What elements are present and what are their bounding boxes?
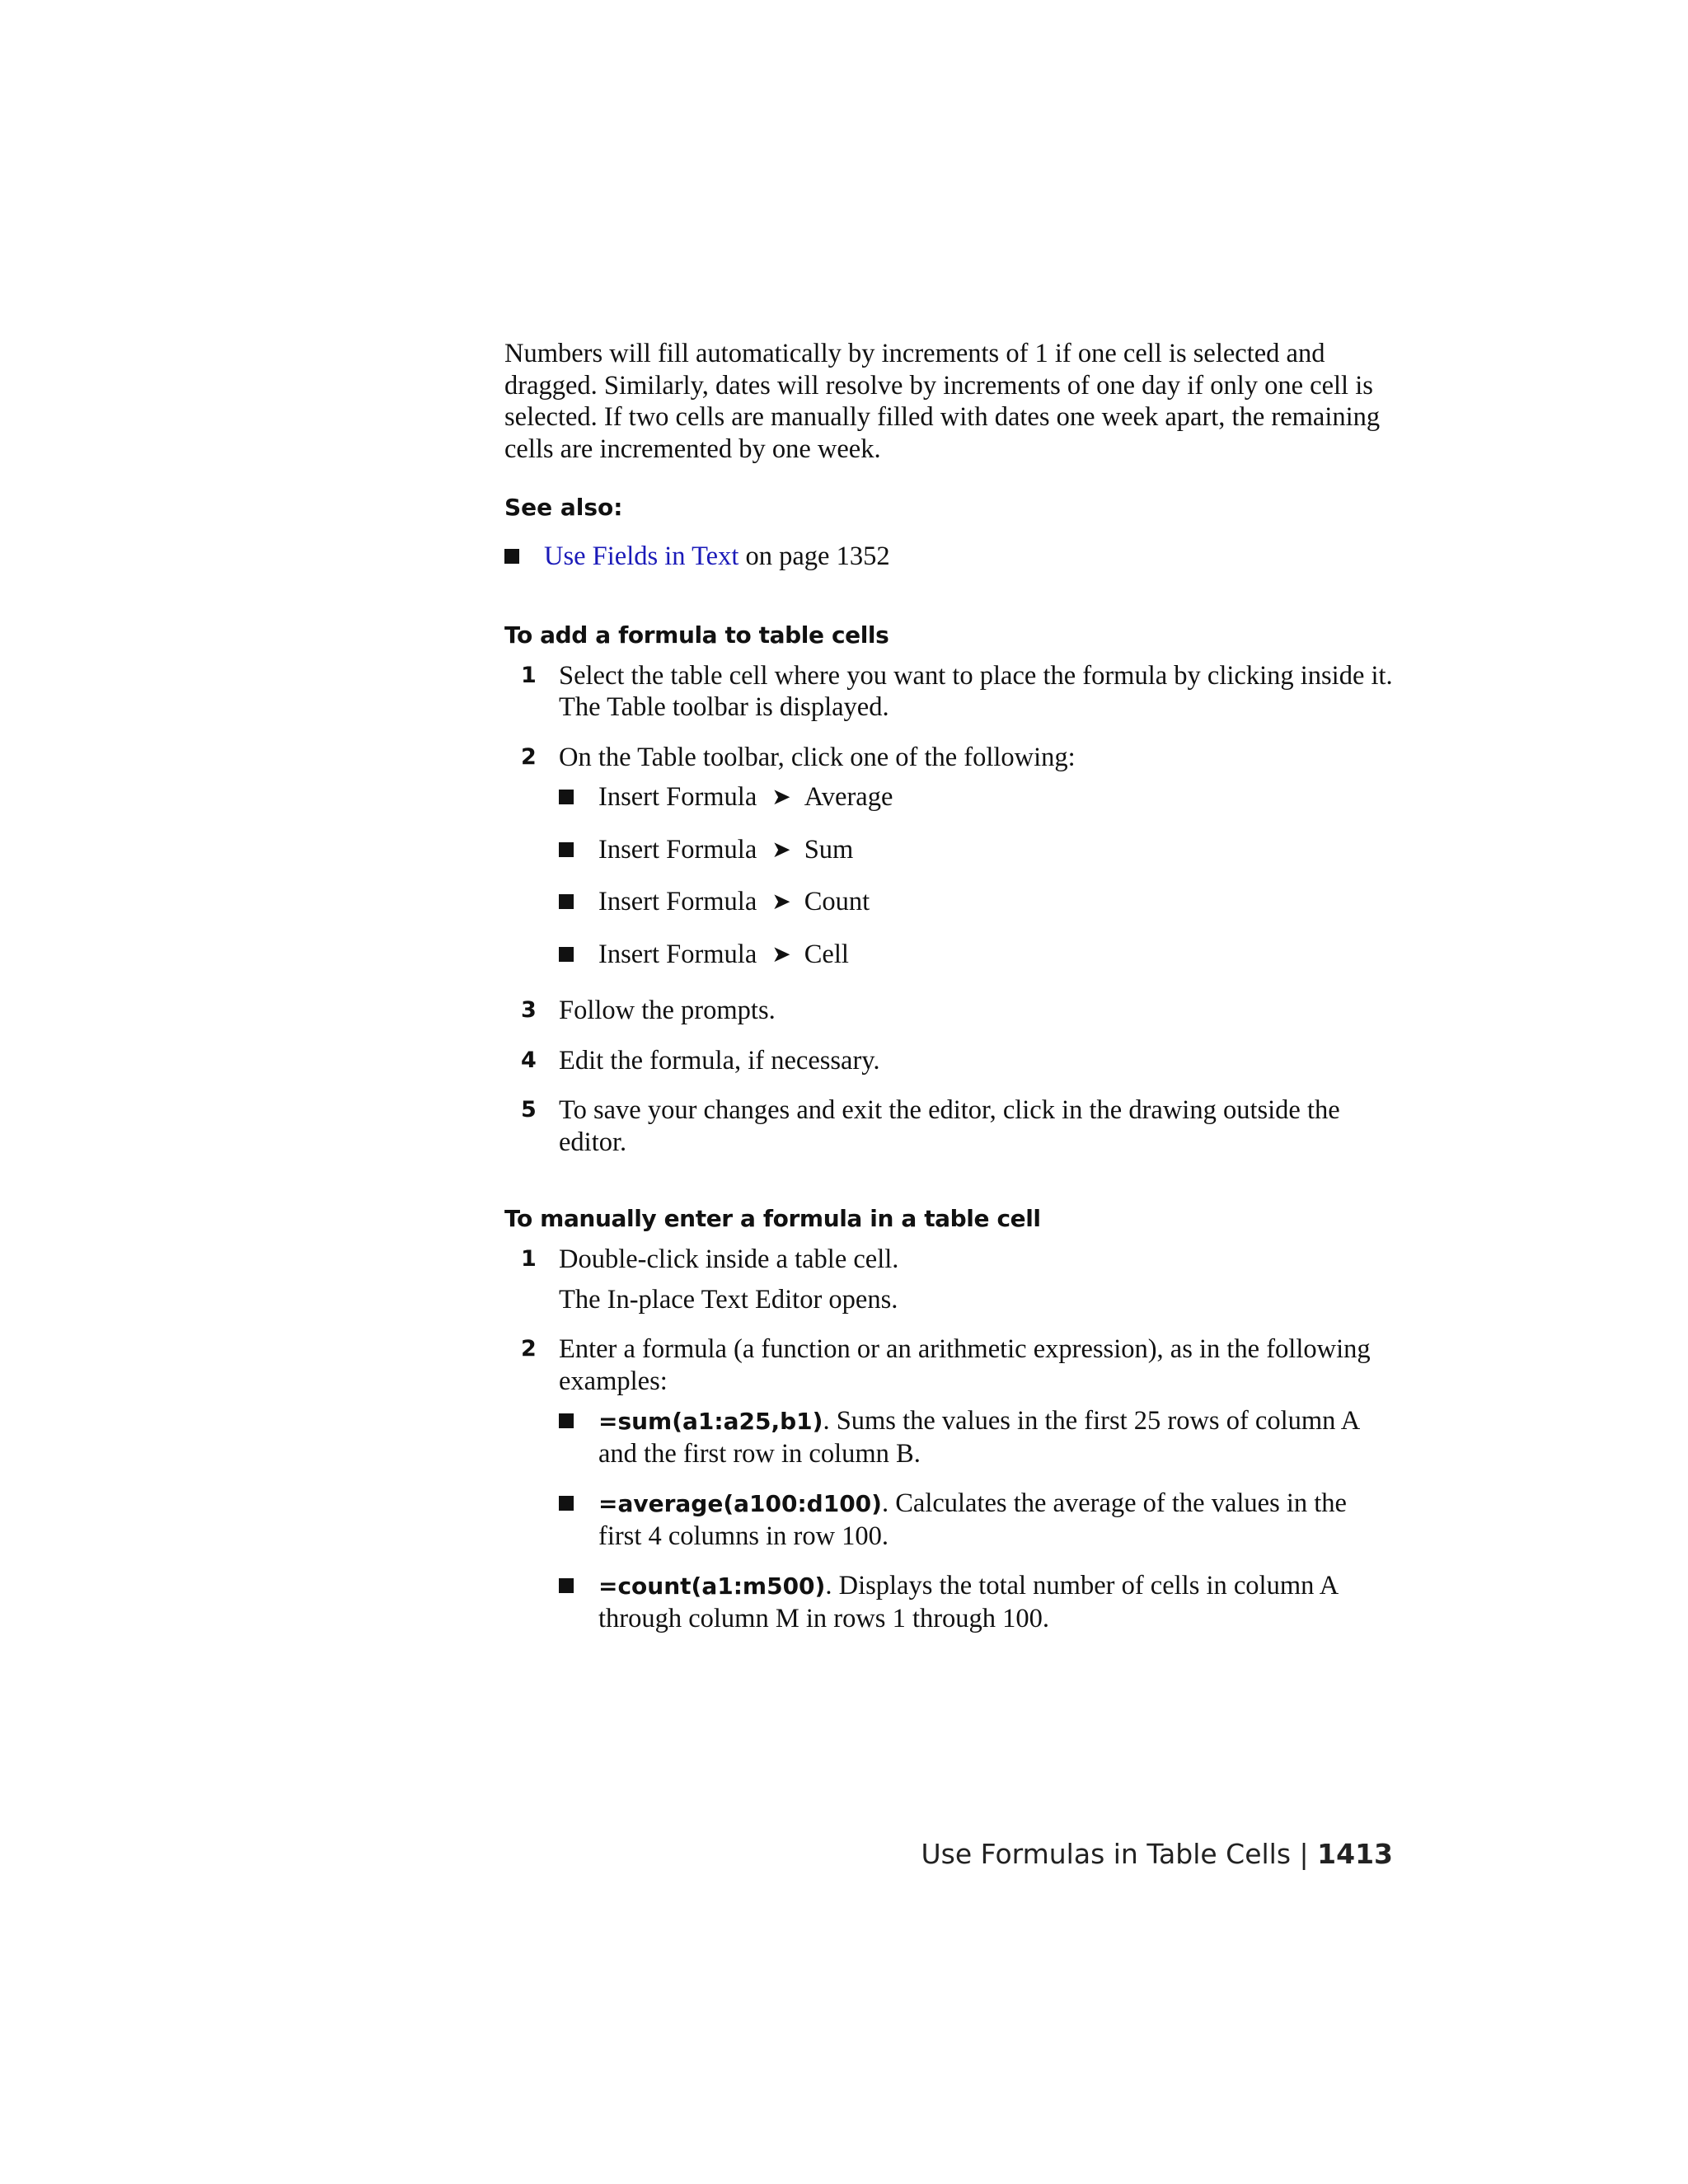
step-text: Double-click inside a table cell. (559, 1244, 899, 1274)
see-also-list (504, 541, 1393, 573)
footer-section-title: Use Formulas in Table Cells (921, 1838, 1292, 1870)
menu-item-label: Average (804, 782, 893, 812)
step-text: Follow the prompts. (559, 996, 776, 1025)
formula-description: . Displays the total number of cells in column A through column M in rows 1 through 100. (598, 1571, 1338, 1633)
menu-item-label: Cell (804, 939, 849, 969)
step-number: 4 (521, 1047, 537, 1073)
step-item (504, 660, 1393, 724)
section-heading-manual-formula: To manually enter a formula in a table cell (504, 1205, 1041, 1232)
step-text: Enter a formula (a function or an arithmetic expression), as in the following examples: (559, 1334, 1371, 1396)
square-bullet-icon (559, 1413, 574, 1428)
step-number: 1 (521, 1246, 537, 1272)
formula-code: =count(a1:m500) (598, 1572, 826, 1600)
square-bullet-icon (559, 842, 574, 857)
menu-option (559, 834, 1393, 866)
step-text: To save your changes and exit the editor, click in the drawing outside the editor. (559, 1095, 1340, 1157)
see-also-item (504, 541, 1393, 573)
step-number: 5 (521, 1097, 537, 1122)
step-note: The In-place Text Editor opens. (559, 1284, 898, 1315)
menu-option (559, 939, 1393, 971)
formula-example (559, 1488, 1393, 1552)
intro-paragraph: Numbers will fill automatically by increments of 1 if one cell is selected and dragged. Similarly, dates will resolve by increments of one day if only one cell is selected. If two cells are manually filled with dates one week apart, the remaining cells are incremented by one week. (504, 339, 1381, 464)
step-number: 3 (521, 997, 537, 1023)
menu-options-list (559, 781, 1393, 970)
step-number: 2 (521, 743, 537, 770)
step-item (504, 1094, 1393, 1158)
menu-option (559, 886, 1393, 918)
formula-description: . Sums the values in the first 25 rows of column A and the first row in column B. (598, 1406, 1359, 1469)
step-item (504, 1333, 1393, 1634)
step-text: Edit the formula, if necessary. (559, 1045, 880, 1076)
add-formula-steps (504, 660, 1393, 1159)
step-number: 2 (521, 1336, 537, 1361)
square-bullet-icon (559, 790, 574, 804)
square-bullet-icon (559, 1496, 574, 1511)
step-text: On the Table toolbar, click one of the following: (559, 742, 1076, 772)
square-bullet-icon (559, 894, 574, 909)
step-item (504, 995, 1393, 1027)
menu-path-label: Insert Formula (598, 887, 757, 916)
formula-code: =average(a100:d100) (598, 1490, 882, 1517)
arrow-right-icon: ➤ (771, 835, 791, 863)
formula-example (559, 1570, 1393, 1634)
menu-option (559, 781, 1393, 813)
see-also-heading: See also: (504, 494, 623, 521)
formula-description: . Calculates the average of the values in the first 4 columns in row 100. (598, 1488, 1347, 1551)
page-footer (921, 1838, 1394, 1871)
step-number: 1 (521, 662, 537, 688)
menu-path-label: Insert Formula (598, 939, 757, 969)
arrow-right-icon: ➤ (771, 888, 791, 915)
arrow-right-icon: ➤ (771, 783, 791, 810)
menu-path-label: Insert Formula (598, 834, 757, 865)
formula-code: =sum(a1:a25,b1) (598, 1408, 823, 1435)
square-bullet-icon (559, 947, 574, 962)
menu-path-label: Insert Formula (598, 782, 757, 812)
see-also-link[interactable]: Use Fields in Text (544, 541, 739, 571)
step-item (504, 1045, 1393, 1077)
square-bullet-icon (504, 549, 519, 564)
formula-examples-list (559, 1405, 1393, 1634)
menu-item-label: Sum (804, 834, 854, 865)
step-text: Select the table cell where you want to place the formula by clicking inside it. The Table toolbar is displayed. (559, 660, 1393, 722)
page-number: 1413 (1317, 1838, 1393, 1870)
see-also-page-ref: on page 1352 (738, 541, 890, 571)
footer-separator: | (1291, 1838, 1318, 1870)
step-item (504, 742, 1393, 971)
page-content (504, 338, 1393, 1634)
manual-formula-steps (504, 1244, 1393, 1634)
section-heading-add-formula: To add a formula to table cells (504, 621, 889, 649)
step-item (504, 1244, 1393, 1315)
arrow-right-icon: ➤ (771, 940, 791, 968)
menu-item-label: Count (804, 887, 870, 916)
square-bullet-icon (559, 1578, 574, 1593)
formula-example (559, 1405, 1393, 1469)
